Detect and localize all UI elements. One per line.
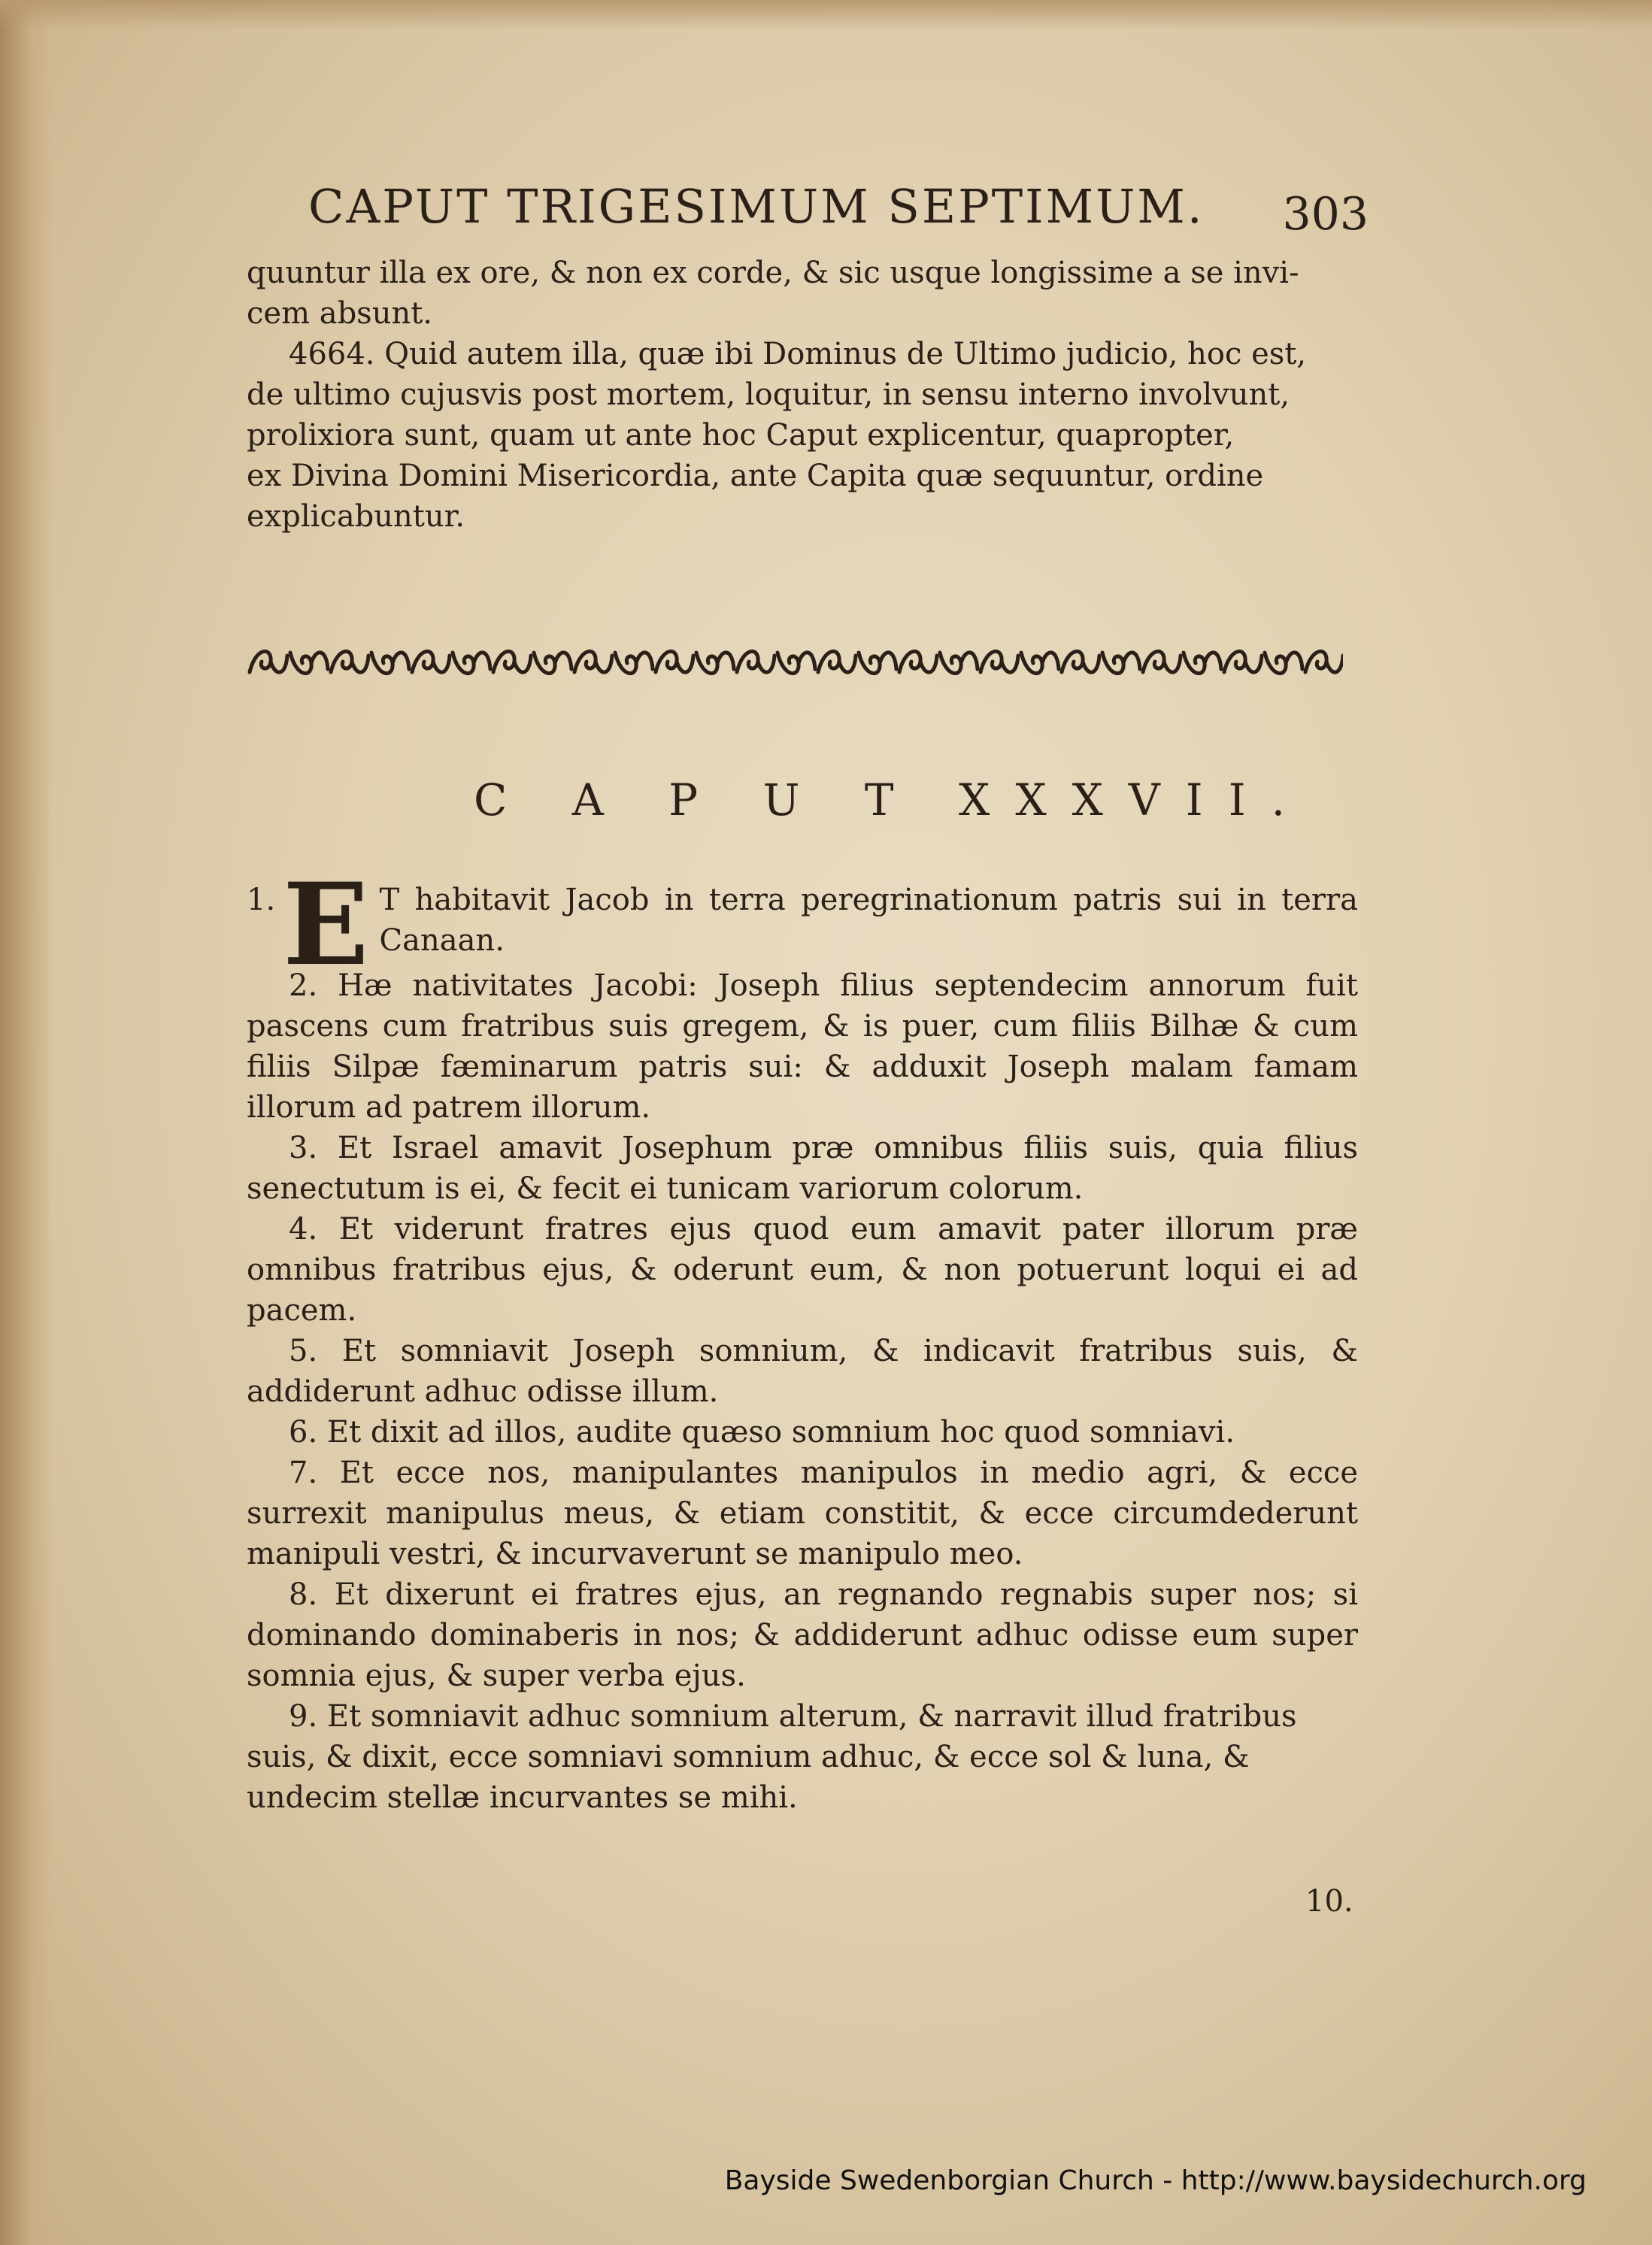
verse-4: 4. Et viderunt fratres ejus quod eum amavit pater illorum præ omnibus fratribus ejus, & oderunt eum, & non potuerunt loqui ei ad pacem. (247, 1212, 1358, 1328)
decorative-ornament-band (247, 639, 1343, 686)
verse-1-number: 1. (247, 883, 276, 917)
verse-6: 6. Et dixit ad illos, audite quæso somnium hoc quod somniavi. (289, 1415, 1235, 1450)
paragraph-4664-line-5: explicabuntur. (247, 499, 465, 534)
footer-credit: Bayside Swedenborgian Church - http://www.baysidechurch.org (724, 2165, 1587, 2196)
verse-3: 3. Et Israel amavit Josephum præ omnibus filiis suis, quia filius senectutum is ei, & fecit ei tunicam variorum colorum. (247, 1131, 1358, 1206)
catchword: 10. (1305, 1884, 1353, 1919)
verses-text (247, 859, 1358, 1818)
continuation-line-2: cem absunt. (247, 296, 433, 331)
page-number: 303 (1282, 188, 1369, 241)
paragraph-4664-line-3: prolixiora sunt, quam ut ante hoc Caput explicentur, quapropter, (247, 418, 1235, 453)
verse-2: 2. Hæ nativitates Jacobi: Joseph filius septendecim annorum fuit pascens cum fratribus suis gregem, & is puer, cum filiis Bilhæ & cum filiis Silpæ fæminarum patris sui: & adduxit Joseph malam famam illorum ad patrem illorum. (247, 968, 1358, 1125)
continuation-line-1: quuntur illa ex ore, & non ex corde, & sic usque longissime a se invi- (247, 256, 1299, 290)
verse-1 (247, 859, 1358, 991)
drop-cap-initial: E (283, 859, 369, 991)
paragraph-4664-line-4: ex Divina Domini Misericordia, ante Capita quæ sequuntur, ordine (247, 459, 1264, 493)
running-title: CAPUT TRIGESIMUM SEPTIMUM. (308, 179, 1205, 234)
paragraph-4664-line-1: 4664. Quid autem illa, quæ ibi Dominus de Ultimo judicio, hoc est, (289, 337, 1307, 371)
chapter-title: C A P U T XXXVII. (474, 774, 1311, 826)
verse-5: 5. Et somniavit Joseph somnium, & indicavit fratribus suis, & addiderunt adhuc odisse illum. (247, 1334, 1358, 1409)
verse-1-text: T habitavit Jacob in terra peregrinationum patris sui in terra Canaan. (379, 883, 1358, 958)
paragraph-4664-line-2: de ultimo cujusvis post mortem, loquitur, in sensu interno involvunt, (247, 377, 1290, 412)
continuation-text (247, 253, 1358, 537)
verse-8: 8. Et dixerunt ei fratres ejus, an regnando regnabis super nos; si dominando dominaberis in nos; & addiderunt adhuc odisse eum super somnia ejus, & super verba ejus. (247, 1577, 1358, 1693)
verse-9: 9. Et somniavit adhuc somnium alterum, & narravit illud fratribus suis, & dixit, ecce somniavi somnium adhuc, & ecce sol & luna, & undecim stellæ incurvantes se mihi. (247, 1699, 1297, 1815)
page-edge-shadow-left (0, 0, 53, 2245)
page-edge-shadow-top (0, 0, 1652, 30)
verse-7: 7. Et ecce nos, manipulantes manipulos in medio agri, & ecce surrexit manipulus meus, & etiam constitit, & ecce circumdederunt manipuli vestri, & incurvaverunt se manipulo meo. (247, 1456, 1358, 1571)
